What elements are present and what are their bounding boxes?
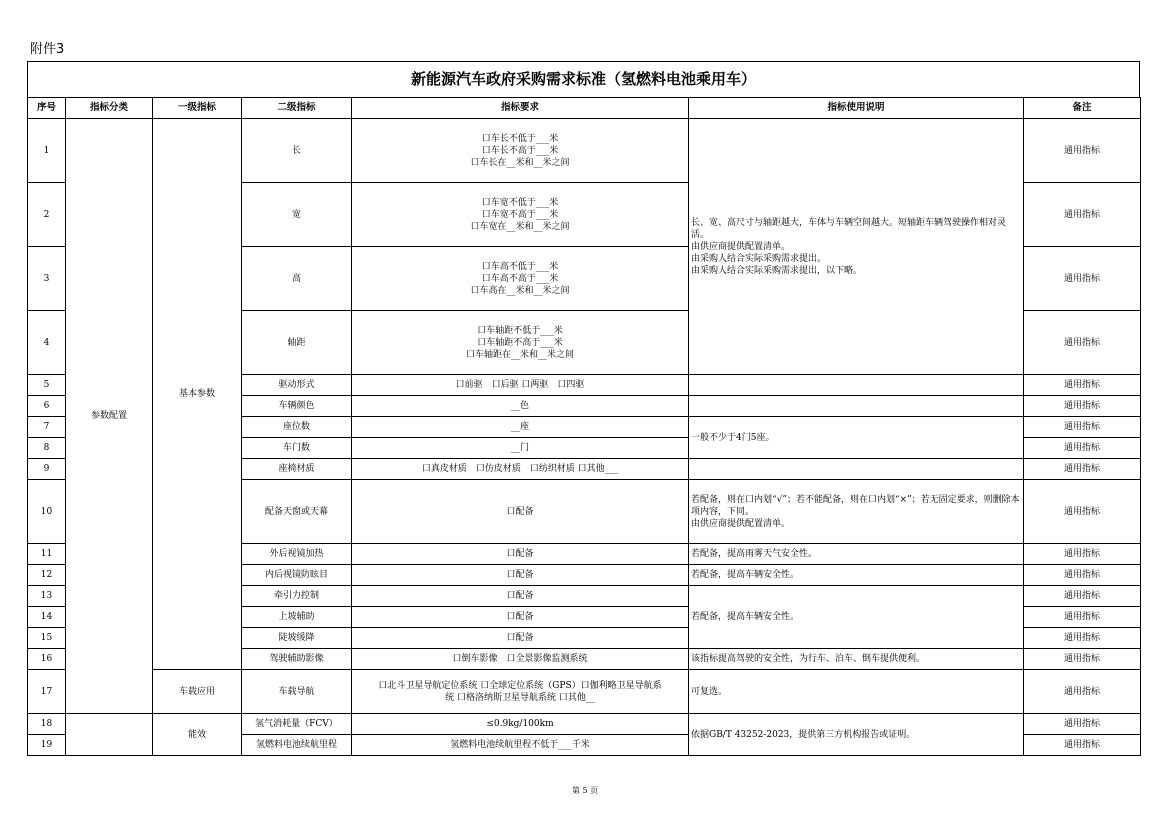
requirement-cell: [352, 628, 689, 649]
requirement-cell: [352, 311, 689, 375]
header-seq: 序号: [28, 98, 66, 119]
requirement-cell: [352, 670, 689, 714]
seq-cell: 14: [28, 607, 66, 628]
note-cell: 通用指标: [1024, 438, 1141, 459]
note-cell: 通用指标: [1024, 183, 1141, 247]
requirement-cell: [352, 119, 689, 183]
requirement-line: __门: [510, 443, 529, 453]
requirement-line: 口配备: [506, 633, 534, 643]
usage-cell: [689, 375, 1024, 396]
level2-cell: 外后视镜加热: [242, 544, 352, 565]
seq-cell: 3: [28, 247, 66, 311]
requirement-cell: [352, 735, 689, 756]
requirement-line: __座: [510, 422, 529, 432]
level2-cell: 轴距: [242, 311, 352, 375]
requirement-cell: [352, 459, 689, 480]
requirement-cell: [352, 480, 689, 544]
requirement-line: 口前驱 口后驱 口两驱 口四驱: [455, 380, 585, 390]
requirement-line: 口配备: [506, 591, 534, 601]
usage-line: 由供应商提供配置清单。: [691, 241, 791, 252]
table-row: [28, 119, 1141, 183]
page-number: 第 5 页: [571, 786, 599, 795]
level2-cell: 内后视镜防眩目: [242, 565, 352, 586]
note-cell: 通用指标: [1024, 714, 1141, 735]
seq-cell: 2: [28, 183, 66, 247]
requirement-line: 统 口格洛纳斯卫星导航系统 口其他__: [445, 692, 595, 703]
table-row: [28, 670, 1141, 714]
usage-line: 一般不少于4门5座。: [691, 432, 775, 443]
seq-cell: 17: [28, 670, 66, 714]
category-cell-empty: [66, 714, 153, 756]
usage-cell: [689, 480, 1024, 544]
requirement-line: __色: [510, 401, 529, 411]
usage-line: 由供应商提供配置清单。: [691, 518, 791, 529]
level2-cell: 车辆颜色: [242, 396, 352, 417]
seq-cell: 18: [28, 714, 66, 735]
table-title: 新能源汽车政府采购需求标准（氢燃料电池乘用车）: [27, 61, 1140, 97]
usage-cell: [689, 459, 1024, 480]
requirement-line: 口真皮材质 口仿皮材质 口纺织材质 口其他___: [421, 464, 619, 474]
note-cell: 通用指标: [1024, 586, 1141, 607]
requirement-line: 口车轴距不高于___米: [477, 337, 563, 348]
header-note: 备注: [1024, 98, 1141, 119]
usage-cell: [689, 714, 1024, 756]
level1-cell: 车载应用: [153, 670, 242, 714]
header-level2: 二级指标: [242, 98, 352, 119]
level2-cell: 长: [242, 119, 352, 183]
seq-cell: 12: [28, 565, 66, 586]
level2-cell: 氢气消耗量（FCV）: [242, 714, 352, 735]
note-cell: 通用指标: [1024, 480, 1141, 544]
note-cell: 通用指标: [1024, 649, 1141, 670]
usage-line: 若配备，提高雨雾天气安全性。: [691, 549, 818, 559]
requirement-line: 口倒车影像 口全景影像监测系统: [452, 654, 588, 664]
requirement-line: 口车宽不低于___米: [481, 197, 559, 208]
requirement-cell: [352, 544, 689, 565]
level2-cell: 驱动形式: [242, 375, 352, 396]
level2-cell: 座位数: [242, 417, 352, 438]
requirement-cell: [352, 649, 689, 670]
requirement-cell: [352, 247, 689, 311]
standards-table: [27, 97, 1141, 756]
requirement-line: 口配备: [506, 549, 534, 559]
requirement-line: 口配备: [506, 612, 534, 622]
usage-line: 若配备，提高车辆安全性。: [691, 570, 800, 580]
attachment-label: 附件3: [30, 42, 65, 57]
level2-cell: 高: [242, 247, 352, 311]
note-cell: 通用指标: [1024, 565, 1141, 586]
level2-cell: 车载导航: [242, 670, 352, 714]
note-cell: 通用指标: [1024, 459, 1141, 480]
seq-cell: 19: [28, 735, 66, 756]
requirement-cell: [352, 586, 689, 607]
level1-cell: 能效: [153, 714, 242, 756]
usage-line: 若配备，提高车辆安全性。: [691, 612, 800, 622]
usage-cell: [689, 396, 1024, 417]
usage-line: 由采购人结合实际采购需求提出，以下略。: [691, 265, 863, 276]
requirement-line: 口车宽不高于___米: [481, 209, 559, 220]
header-category: 指标分类: [66, 98, 153, 119]
usage-line: 依据GB/T 43252-2023，提供第三方机构报告或证明。: [691, 729, 916, 740]
requirement-line: 口车长不低于___米: [481, 133, 559, 144]
requirement-line: 口车长在__米和__米之间: [470, 157, 570, 168]
category-cell: 参数配置: [66, 119, 153, 714]
level2-cell: 氢燃料电池续航里程: [242, 735, 352, 756]
note-cell: 通用指标: [1024, 417, 1141, 438]
usage-cell: [689, 119, 1024, 375]
note-cell: 通用指标: [1024, 119, 1141, 183]
level2-cell: 配备天窗或天幕: [242, 480, 352, 544]
note-cell: 通用指标: [1024, 607, 1141, 628]
header-requirement: 指标要求: [352, 98, 689, 119]
table-row: [28, 714, 1141, 735]
header-level1: 一级指标: [153, 98, 242, 119]
seq-cell: 11: [28, 544, 66, 565]
requirement-cell: [352, 417, 689, 438]
header-usage: 指标使用说明: [689, 98, 1024, 119]
note-cell: 通用指标: [1024, 396, 1141, 417]
standards-table-frame: [27, 61, 1140, 756]
table-body: [28, 119, 1141, 756]
requirement-line: 口车高不高于___米: [481, 273, 559, 284]
requirement-cell: [352, 438, 689, 459]
requirement-line: 口车高不低于___米: [481, 261, 559, 272]
requirement-line: 口车长不高于___米: [481, 145, 559, 156]
seq-cell: 16: [28, 649, 66, 670]
note-cell: 通用指标: [1024, 628, 1141, 649]
seq-cell: 10: [28, 480, 66, 544]
requirement-line: 口车轴距不低于___米: [477, 325, 563, 336]
note-cell: 通用指标: [1024, 247, 1141, 311]
requirement-cell: [352, 183, 689, 247]
requirement-cell: [352, 375, 689, 396]
requirement-cell: [352, 714, 689, 735]
usage-cell: [689, 544, 1024, 565]
usage-line: 长、宽、高尺寸与轴距越大，车体与车辆空间越大。短轴距车辆驾驶操作相对灵活。: [691, 217, 1007, 240]
requirement-cell: [352, 607, 689, 628]
note-cell: 通用指标: [1024, 375, 1141, 396]
level2-cell: 上坡辅助: [242, 607, 352, 628]
usage-cell: [689, 417, 1024, 459]
seq-cell: 9: [28, 459, 66, 480]
seq-cell: 4: [28, 311, 66, 375]
usage-line: 由采购人结合实际采购需求提出。: [691, 253, 827, 264]
level2-cell: 驾驶辅助影像: [242, 649, 352, 670]
seq-cell: 5: [28, 375, 66, 396]
level2-cell: 陡坡缓降: [242, 628, 352, 649]
seq-cell: 7: [28, 417, 66, 438]
seq-cell: 8: [28, 438, 66, 459]
requirement-line: ≤0.9kg/100km: [486, 719, 554, 729]
seq-cell: 15: [28, 628, 66, 649]
requirement-cell: [352, 396, 689, 417]
note-cell: 通用指标: [1024, 311, 1141, 375]
requirement-line: 口北斗卫星导航定位系统 口全球定位系统（GPS）口伽利略卫星导航系: [378, 680, 662, 691]
requirement-line: 口车轴距在__米和__米之间: [465, 349, 574, 360]
requirement-line: 口配备: [506, 570, 534, 580]
level2-cell: 宽: [242, 183, 352, 247]
note-cell: 通用指标: [1024, 735, 1141, 756]
requirement-line: 口配备: [506, 506, 534, 517]
usage-cell: [689, 670, 1024, 714]
usage-line: 若配备，则在口内划“√”；若不能配备，则在口内划“×”；若无固定要求，则删除本项内容，下同。: [691, 494, 1020, 517]
usage-line: 可复选。: [691, 686, 728, 697]
table-header-row: [28, 98, 1141, 119]
requirement-cell: [352, 565, 689, 586]
usage-line: 该指标提高驾驶的安全性，为行车、泊车、倒车提供便利。: [691, 654, 926, 664]
requirement-line: 口车宽在__米和__米之间: [470, 221, 570, 232]
seq-cell: 1: [28, 119, 66, 183]
usage-cell: [689, 586, 1024, 649]
level2-cell: 座椅材质: [242, 459, 352, 480]
level2-cell: 牵引力控制: [242, 586, 352, 607]
seq-cell: 13: [28, 586, 66, 607]
requirement-line: 氢燃料电池续航里程不低于___千米: [450, 740, 590, 750]
level2-cell: 车门数: [242, 438, 352, 459]
requirement-line: 口车高在__米和__米之间: [470, 285, 570, 296]
note-cell: 通用指标: [1024, 670, 1141, 714]
usage-cell: [689, 565, 1024, 586]
note-cell: 通用指标: [1024, 544, 1141, 565]
usage-cell: [689, 649, 1024, 670]
level1-cell: 基本参数: [153, 119, 242, 670]
seq-cell: 6: [28, 396, 66, 417]
